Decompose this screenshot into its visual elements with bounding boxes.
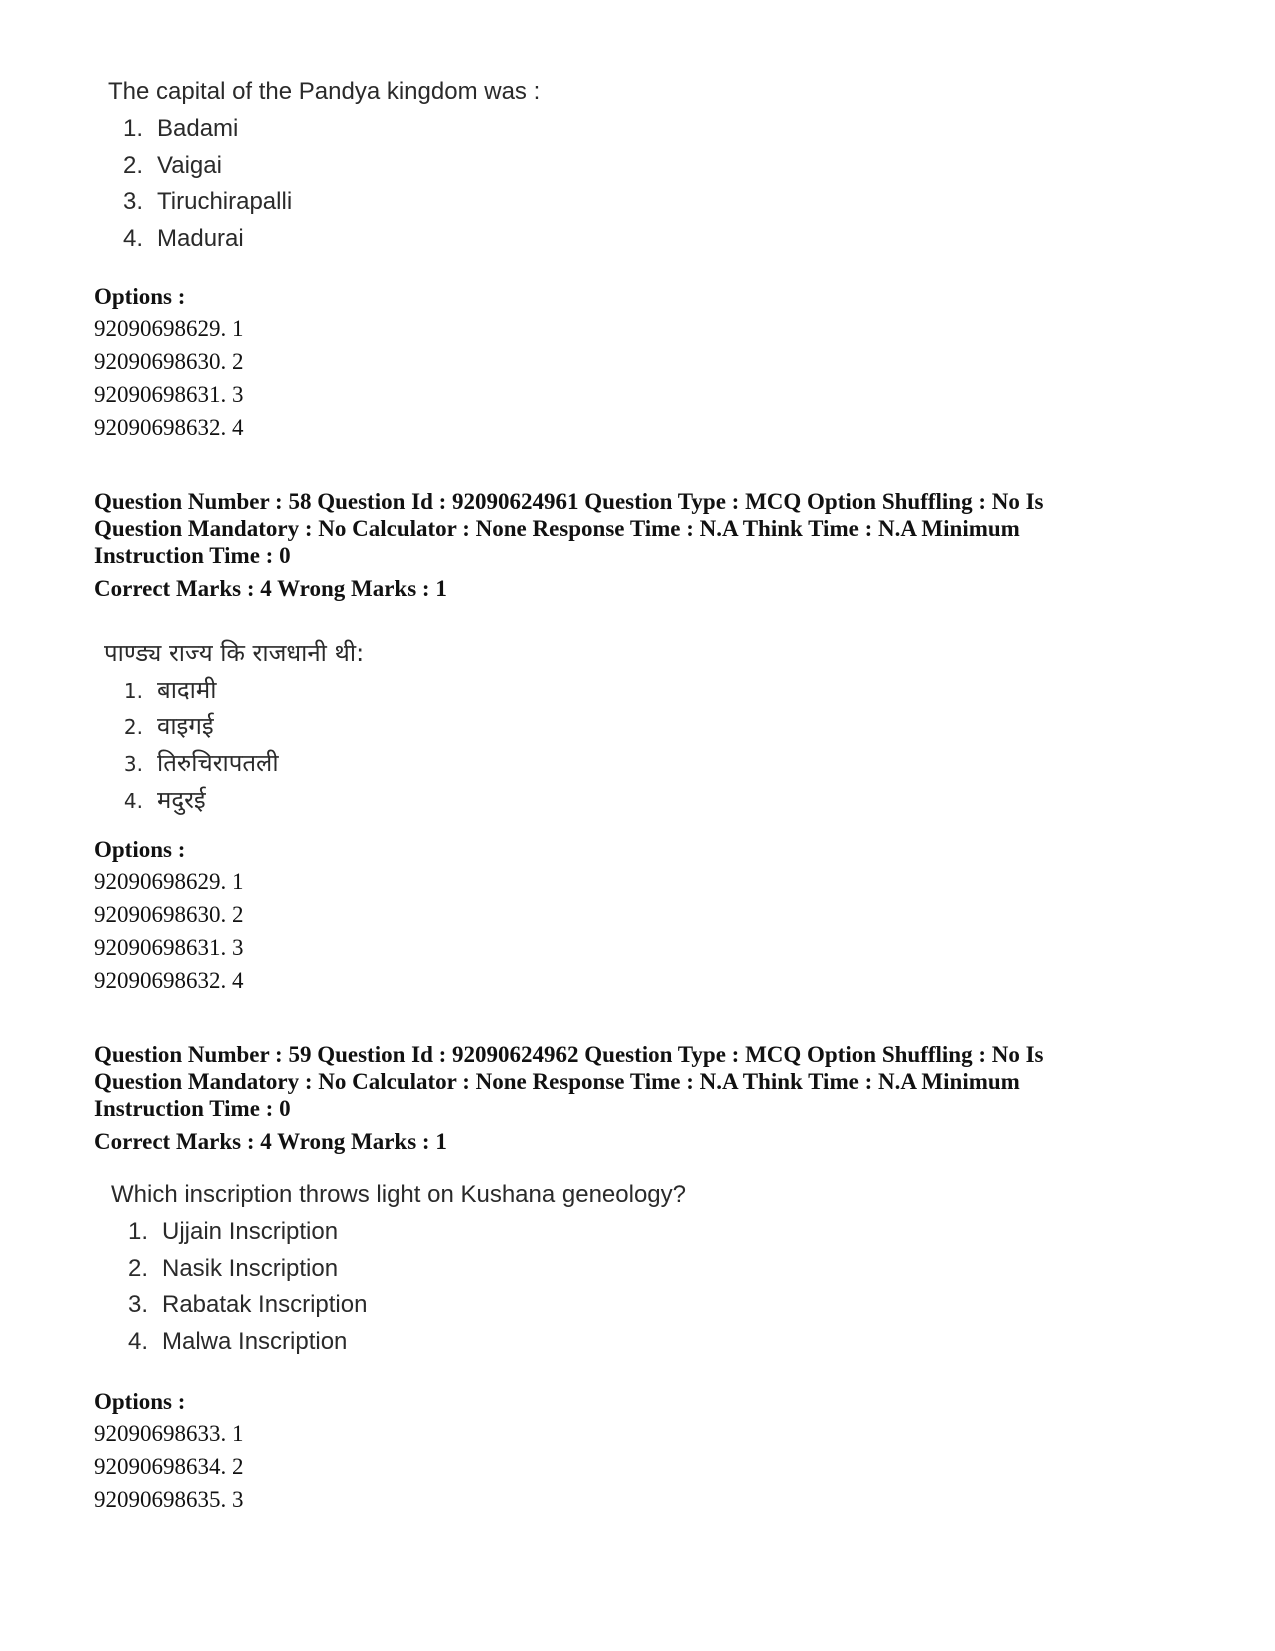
question-57-option-3: 92090698631. 3 [94, 382, 244, 407]
question-57-text: The capital of the Pandya kingdom was : [108, 78, 541, 105]
question-57-option-1: 92090698629. 1 [94, 316, 244, 341]
question-59-choice-4: 4. Malwa Inscription [127, 1328, 348, 1355]
question-59-meta-line-1: Question Number : 59 Question Id : 92090624962 Question Type : MCQ Option Shuffling : No Is [94, 1042, 1044, 1067]
question-59-option-3: 92090698635. 3 [94, 1487, 244, 1512]
question-58-option-2: 92090698630. 2 [94, 902, 244, 927]
question-59-meta-line-2: Question Mandatory : No Calculator : None Response Time : N.A Think Time : N.A Minimum [94, 1069, 1020, 1094]
question-58-options-label: Options : [94, 837, 186, 862]
question-57-choice-2: 2. Vaigai [122, 152, 222, 179]
question-58-choice-1: 1. बादामी [123, 676, 217, 704]
question-58-option-4: 92090698632. 4 [94, 968, 244, 993]
question-58-option-1: 92090698629. 1 [94, 869, 244, 894]
question-58-meta-line-1: Question Number : 58 Question Id : 92090624961 Question Type : MCQ Option Shuffling : No Is [94, 489, 1044, 514]
question-57-option-2: 92090698630. 2 [94, 349, 244, 374]
question-59-choice-3: 3. Rabatak Inscription [127, 1291, 368, 1318]
question-57-choice-3: 3. Tiruchirapalli [122, 188, 293, 215]
question-59-choice-1: 1. Ujjain Inscription [127, 1218, 339, 1245]
question-58-choice-3: 3. तिरुचिरापतली [123, 749, 279, 777]
question-58-option-3: 92090698631. 3 [94, 935, 244, 960]
question-58-text: पाण्ड्य राज्य कि राजधानी थी: [104, 639, 365, 667]
question-59-options-label: Options : [94, 1389, 186, 1414]
question-59-option-2: 92090698634. 2 [94, 1454, 244, 1479]
question-57-choice-1: 1. Badami [122, 115, 239, 142]
question-57-choice-4: 4. Madurai [122, 225, 244, 252]
question-58-meta-line-2: Question Mandatory : No Calculator : None Response Time : N.A Think Time : N.A Minimum [94, 516, 1020, 541]
question-59-choice-2: 2. Nasik Inscription [127, 1255, 339, 1282]
question-57-options-label: Options : [94, 284, 186, 309]
question-58-meta-line-3: Instruction Time : 0 [94, 543, 291, 568]
question-58-choice-2: 2. वाइगई [123, 712, 214, 740]
question-59-option-1: 92090698633. 1 [94, 1421, 244, 1446]
question-58-choice-4: 4. मदुरई [123, 786, 206, 814]
question-59-text: Which inscription throws light on Kushana geneology? [111, 1181, 687, 1208]
question-58-marks: Correct Marks : 4 Wrong Marks : 1 [94, 576, 447, 601]
question-57-option-4: 92090698632. 4 [94, 415, 244, 440]
question-59-meta-line-3: Instruction Time : 0 [94, 1096, 291, 1121]
question-59-marks: Correct Marks : 4 Wrong Marks : 1 [94, 1129, 447, 1154]
